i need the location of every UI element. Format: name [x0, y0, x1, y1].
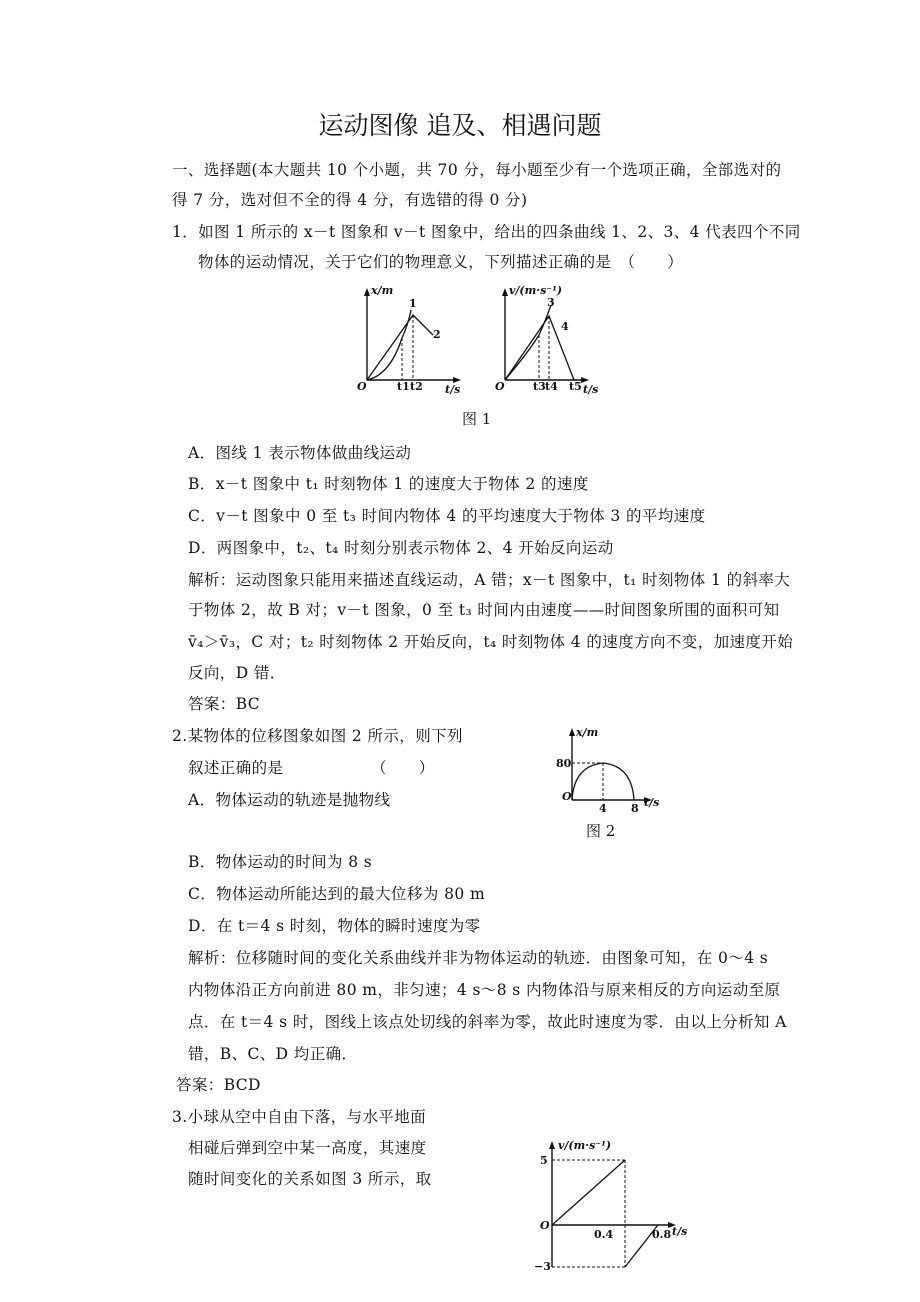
fig2-y-tick-80: 80 [556, 757, 572, 770]
vt-tick-t5: t5 [569, 380, 582, 393]
fig2-x-tick-4: 4 [599, 802, 607, 815]
fig3-rising-line [552, 1160, 625, 1225]
xt-x-label: t/s [445, 383, 461, 396]
q2-analysis-line-4: 错，B、C、D 均正确． [188, 1045, 358, 1063]
fig3-y-arrow-icon [549, 1141, 555, 1149]
q1-analysis-line-2: 于物体 2，故 B 对；v－t 图象，0 至 t₃ 时间内由速度——时间图象所围的面积可知 [188, 601, 780, 619]
fig3-y-tick-5: 5 [540, 1154, 548, 1167]
page-title: 运动图像 追及、相遇问题 [318, 111, 602, 140]
q1-option-d: D．两图象中，t₂、t₄ 时刻分别表示物体 2、4 开始反向运动 [188, 539, 614, 557]
xt-curve-2 [367, 315, 433, 380]
q2-stem-line-1: 2.某物体的位移图象如图 2 所示，则下列 [172, 727, 463, 745]
q1-stem-line-2: 物体的运动情况，关于它们的物理意义，下列描述正确的是 （ ） [198, 253, 684, 271]
vt-graph [495, 284, 598, 396]
vt-curve-4-label: 4 [561, 320, 569, 333]
fig3-y-tick-neg3: −3 [534, 1260, 551, 1273]
vt-origin: O [495, 380, 505, 393]
figure-1 [345, 280, 615, 400]
fig2-y-arrow-icon [569, 728, 575, 736]
q1-analysis-line-4: 反向，D 错． [188, 664, 286, 682]
xt-curve-1 [367, 310, 411, 380]
figure-1-caption: 图 1 [462, 410, 492, 428]
xt-y-arrow-icon [364, 288, 370, 296]
xt-curve-1-label: 1 [409, 297, 417, 310]
q2-analysis-line-2: 内物体沿正方向前进 80 m，非匀速；4 s～8 s 内物体沿与原来相反的方向运动至原 [188, 981, 781, 999]
fig3-x-label: t/s [672, 1225, 688, 1238]
vt-curve-3-label: 3 [547, 296, 555, 309]
q2-option-b: B．物体运动的时间为 8 s [188, 853, 373, 871]
section-intro-line-2: 得 7 分，选对但不全的得 4 分，有选错的得 0 分) [172, 191, 528, 209]
q1-option-a: A．图线 1 表示物体做曲线运动 [188, 444, 412, 462]
xt-curve-2-label: 2 [433, 328, 441, 341]
figure-2 [552, 720, 672, 815]
figure-2-caption: 图 2 [586, 822, 616, 840]
section-intro-line-1: 一、选择题(本大题共 10 个小题，共 70 分，每小题至少有一个选项正确，全部选对的 [172, 161, 782, 179]
vt-tick-t4: t4 [545, 380, 558, 393]
fig3-origin: O [540, 1219, 550, 1232]
vt-y-label: v/(m·s⁻¹) [509, 284, 563, 297]
vt-curve-3 [505, 305, 551, 380]
fig2-x-label: t/s [644, 796, 660, 809]
fig2-y-label: x/m [576, 726, 599, 739]
q2-stem-line-2: 叙述正确的是 （ ） [188, 759, 435, 777]
q2-analysis-line-3: 点．在 t＝4 s 时，图线上该点处切线的斜率为零，故此时速度为零．由以上分析知 A [188, 1013, 787, 1031]
q2-option-c: C．物体运动所能达到的最大位移为 80 m [188, 885, 486, 903]
xt-tick-t2: t2 [410, 380, 423, 393]
vt-y-arrow-icon [502, 288, 508, 296]
q1-analysis-line-3: v̄₄＞v̄₃，C 对；t₂ 时刻物体 2 开始反向，t₄ 时刻物体 4 的速度方向不变，加速度开始 [188, 633, 794, 651]
q1-option-b: B．x－t 图象中 t₁ 时刻物体 1 的速度大于物体 2 的速度 [188, 475, 589, 493]
xt-tick-t1: t1 [397, 380, 410, 393]
xt-y-label: x/m [371, 284, 394, 297]
vt-x-label: t/s [583, 383, 599, 396]
figure-3 [530, 1135, 700, 1275]
xt-graph [357, 284, 461, 396]
fig3-x-tick-08: 0.8 [652, 1228, 672, 1241]
q1-analysis-line-1: 解析：运动图象只能用来描述直线运动，A 错；x－t 图象中，t₁ 时刻物体 1 的斜率大 [188, 571, 791, 589]
fig2-x-tick-8: 8 [631, 802, 639, 815]
q1-answer: 答案：BC [188, 695, 261, 713]
q2-option-d: D．在 t＝4 s 时刻，物体的瞬时速度为零 [188, 917, 481, 935]
q2-analysis-line-1: 解析：位移随时间的变化关系曲线并非为物体运动的轨迹．由图象可知，在 0～4 s [188, 949, 769, 967]
q2-option-a: A．物体运动的轨迹是抛物线 [188, 791, 391, 809]
fig3-x-tick-04: 0.4 [594, 1228, 614, 1241]
fig2-origin: O [562, 790, 572, 803]
fig3-y-label: v/(m·s⁻¹) [558, 1139, 612, 1152]
q1-stem-line-1: 1．如图 1 所示的 x－t 图象和 v－t 图象中，给出的四条曲线 1、2、3、4 代表四个不同 [172, 223, 801, 241]
q1-option-c: C．v－t 图象中 0 至 t₃ 时间内物体 4 的平均速度大于物体 3 的平均速度 [188, 507, 706, 525]
q3-stem-line-1: 3.小球从空中自由下落，与水平地面 [172, 1108, 427, 1126]
vt-tick-t3: t3 [533, 380, 546, 393]
q3-stem-line-3: 随时间变化的关系如图 3 所示，取 [188, 1170, 432, 1188]
q3-stem-line-2: 相碰后弹到空中某一高度，其速度 [188, 1139, 427, 1157]
xt-origin: O [357, 380, 367, 393]
q2-answer: 答案：BCD [176, 1076, 261, 1094]
